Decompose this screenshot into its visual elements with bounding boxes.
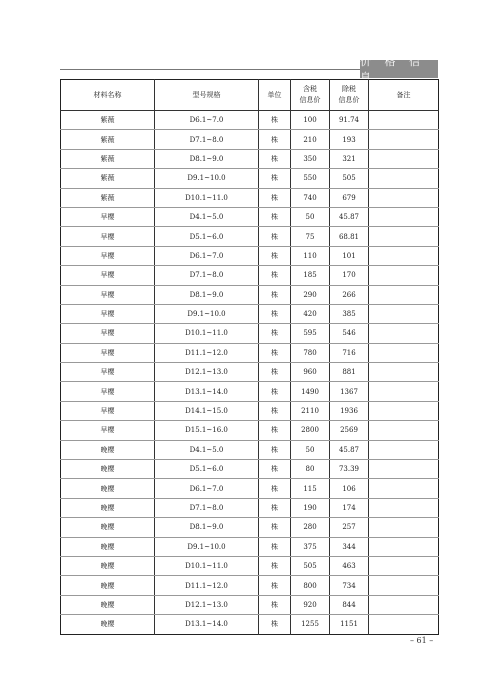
cell-unit: 株: [259, 382, 291, 401]
cell-notax-price: 91.74: [330, 111, 369, 130]
cell-note: [369, 401, 439, 420]
price-table: [60, 79, 439, 635]
cell-spec: D9.1~10.0: [155, 169, 259, 188]
cell-name: 早樱: [61, 421, 155, 440]
cell-note: [369, 518, 439, 537]
cell-note: [369, 595, 439, 614]
cell-notax-price: 1151: [330, 615, 369, 634]
table-row: [61, 227, 439, 246]
cell-tax-price: 595: [291, 324, 330, 343]
cell-name: 紫薇: [61, 149, 155, 168]
cell-unit: 株: [259, 207, 291, 226]
cell-spec: D4.1~5.0: [155, 207, 259, 226]
cell-spec: D12.1~13.0: [155, 595, 259, 614]
cell-name: 晚樱: [61, 479, 155, 498]
cell-unit: 株: [259, 285, 291, 304]
cell-unit: 株: [259, 227, 291, 246]
cell-notax-price: 257: [330, 518, 369, 537]
cell-unit: 株: [259, 518, 291, 537]
table-row: [61, 401, 439, 420]
cell-name: 早樱: [61, 285, 155, 304]
cell-unit: 株: [259, 169, 291, 188]
cell-name: 紫薇: [61, 130, 155, 149]
cell-spec: D7.1~8.0: [155, 498, 259, 517]
cell-unit: 株: [259, 343, 291, 362]
cell-tax-price: 420: [291, 304, 330, 323]
cell-tax-price: 550: [291, 169, 330, 188]
cell-spec: D15.1~16.0: [155, 421, 259, 440]
cell-tax-price: 80: [291, 460, 330, 479]
cell-tax-price: 2110: [291, 401, 330, 420]
cell-name: 早樱: [61, 207, 155, 226]
cell-name: 晚樱: [61, 498, 155, 517]
cell-notax-price: 45.87: [330, 207, 369, 226]
cell-unit: 株: [259, 615, 291, 634]
cell-spec: D5.1~6.0: [155, 227, 259, 246]
cell-tax-price: 505: [291, 556, 330, 575]
table-row: [61, 518, 439, 537]
table-row: [61, 576, 439, 595]
page-number: – 61 –: [410, 636, 434, 645]
cell-note: [369, 382, 439, 401]
cell-name: 晚樱: [61, 556, 155, 575]
cell-notax-price: 546: [330, 324, 369, 343]
cell-tax-price: 190: [291, 498, 330, 517]
cell-name: 早樱: [61, 246, 155, 265]
cell-spec: D7.1~8.0: [155, 266, 259, 285]
table-row: [61, 556, 439, 575]
cell-notax-price: 1936: [330, 401, 369, 420]
table-row: [61, 479, 439, 498]
cell-notax-price: 463: [330, 556, 369, 575]
cell-notax-price: 73.39: [330, 460, 369, 479]
cell-unit: 株: [259, 595, 291, 614]
cell-name: 早樱: [61, 343, 155, 362]
cell-notax-price: 193: [330, 130, 369, 149]
table-row: [61, 382, 439, 401]
cell-notax-price: 106: [330, 479, 369, 498]
cell-note: [369, 343, 439, 362]
cell-tax-price: 210: [291, 130, 330, 149]
cell-unit: 株: [259, 479, 291, 498]
header-rule: [60, 69, 360, 70]
cell-name: 早樱: [61, 266, 155, 285]
cell-notax-price: 101: [330, 246, 369, 265]
cell-unit: 株: [259, 440, 291, 459]
cell-tax-price: 740: [291, 188, 330, 207]
table-row: [61, 266, 439, 285]
table-row: [61, 595, 439, 614]
cell-spec: D6.1~7.0: [155, 479, 259, 498]
cell-tax-price: 1490: [291, 382, 330, 401]
cell-note: [369, 537, 439, 556]
cell-tax-price: 50: [291, 207, 330, 226]
table-row: [61, 246, 439, 265]
cell-unit: 株: [259, 556, 291, 575]
cell-spec: D13.1~14.0: [155, 615, 259, 634]
cell-tax-price: 920: [291, 595, 330, 614]
cell-spec: D10.1~11.0: [155, 188, 259, 207]
cell-unit: 株: [259, 304, 291, 323]
table-row: [61, 207, 439, 226]
cell-tax-price: 1255: [291, 615, 330, 634]
cell-note: [369, 246, 439, 265]
cell-tax-price: 375: [291, 537, 330, 556]
table-row: [61, 188, 439, 207]
cell-spec: D14.1~15.0: [155, 401, 259, 420]
cell-tax-price: 100: [291, 111, 330, 130]
cell-tax-price: 350: [291, 149, 330, 168]
table-row: [61, 149, 439, 168]
cell-notax-price: 266: [330, 285, 369, 304]
column-header-notax-price: 除税 信息价: [330, 80, 369, 111]
cell-unit: 株: [259, 537, 291, 556]
cell-note: [369, 556, 439, 575]
cell-spec: D6.1~7.0: [155, 111, 259, 130]
cell-spec: D13.1~14.0: [155, 382, 259, 401]
cell-notax-price: 505: [330, 169, 369, 188]
cell-note: [369, 304, 439, 323]
section-banner: [360, 55, 438, 84]
table-row: [61, 615, 439, 634]
cell-unit: 株: [259, 576, 291, 595]
cell-note: [369, 460, 439, 479]
cell-name: 早樱: [61, 227, 155, 246]
cell-spec: D7.1~8.0: [155, 130, 259, 149]
cell-name: 紫薇: [61, 169, 155, 188]
cell-name: 早樱: [61, 401, 155, 420]
cell-spec: D9.1~10.0: [155, 537, 259, 556]
cell-name: 早樱: [61, 363, 155, 382]
table-row: [61, 111, 439, 130]
cell-name: 晚樱: [61, 518, 155, 537]
cell-tax-price: 780: [291, 343, 330, 362]
table-row: [61, 440, 439, 459]
cell-name: 早樱: [61, 382, 155, 401]
cell-unit: 株: [259, 498, 291, 517]
cell-note: [369, 188, 439, 207]
cell-notax-price: 2569: [330, 421, 369, 440]
cell-notax-price: 679: [330, 188, 369, 207]
cell-spec: D8.1~9.0: [155, 149, 259, 168]
cell-name: 紫薇: [61, 111, 155, 130]
cell-notax-price: 321: [330, 149, 369, 168]
cell-name: 晚樱: [61, 576, 155, 595]
cell-name: 晚樱: [61, 537, 155, 556]
cell-tax-price: 75: [291, 227, 330, 246]
cell-tax-price: 110: [291, 246, 330, 265]
table-row: [61, 498, 439, 517]
cell-note: [369, 149, 439, 168]
cell-tax-price: 280: [291, 518, 330, 537]
cell-name: 晚樱: [61, 460, 155, 479]
table-row: [61, 324, 439, 343]
cell-spec: D6.1~7.0: [155, 246, 259, 265]
cell-tax-price: 800: [291, 576, 330, 595]
table-row: [61, 537, 439, 556]
cell-notax-price: 68.81: [330, 227, 369, 246]
cell-tax-price: 50: [291, 440, 330, 459]
cell-notax-price: 881: [330, 363, 369, 382]
cell-notax-price: 170: [330, 266, 369, 285]
cell-notax-price: 734: [330, 576, 369, 595]
column-header-name: 材料名称: [61, 80, 155, 111]
cell-unit: 株: [259, 130, 291, 149]
cell-tax-price: 2800: [291, 421, 330, 440]
cell-unit: 株: [259, 246, 291, 265]
cell-unit: 株: [259, 421, 291, 440]
cell-unit: 株: [259, 111, 291, 130]
cell-notax-price: 844: [330, 595, 369, 614]
cell-tax-price: 290: [291, 285, 330, 304]
cell-spec: D4.1~5.0: [155, 440, 259, 459]
cell-name: 早樱: [61, 324, 155, 343]
cell-note: [369, 615, 439, 634]
cell-note: [369, 576, 439, 595]
cell-note: [369, 130, 439, 149]
cell-unit: 株: [259, 188, 291, 207]
cell-notax-price: 716: [330, 343, 369, 362]
column-header-unit: 单位: [259, 80, 291, 111]
cell-tax-price: 185: [291, 266, 330, 285]
section-title: 价 格 信 息: [360, 55, 425, 84]
table-row: [61, 363, 439, 382]
cell-spec: D11.1~12.0: [155, 343, 259, 362]
cell-notax-price: 1367: [330, 382, 369, 401]
cell-note: [369, 207, 439, 226]
column-header-note: 备注: [369, 80, 439, 111]
cell-unit: 株: [259, 324, 291, 343]
column-header-spec: 型号规格: [155, 80, 259, 111]
cell-tax-price: 115: [291, 479, 330, 498]
cell-note: [369, 421, 439, 440]
table-row: [61, 130, 439, 149]
cell-notax-price: 385: [330, 304, 369, 323]
cell-spec: D12.1~13.0: [155, 363, 259, 382]
cell-note: [369, 363, 439, 382]
cell-unit: 株: [259, 363, 291, 382]
cell-name: 晚樱: [61, 615, 155, 634]
cell-spec: D10.1~11.0: [155, 324, 259, 343]
cell-note: [369, 111, 439, 130]
cell-note: [369, 285, 439, 304]
cell-unit: 株: [259, 149, 291, 168]
cell-tax-price: 960: [291, 363, 330, 382]
cell-note: [369, 498, 439, 517]
cell-note: [369, 479, 439, 498]
cell-spec: D5.1~6.0: [155, 460, 259, 479]
cell-unit: 株: [259, 460, 291, 479]
cell-name: 晚樱: [61, 440, 155, 459]
cell-unit: 株: [259, 266, 291, 285]
cell-spec: D11.1~12.0: [155, 576, 259, 595]
table-row: [61, 343, 439, 362]
cell-spec: D9.1~10.0: [155, 304, 259, 323]
cell-notax-price: 344: [330, 537, 369, 556]
cell-unit: 株: [259, 401, 291, 420]
table-row: [61, 460, 439, 479]
column-header-tax-price: 含税 信息价: [291, 80, 330, 111]
table-header-row: [61, 80, 439, 111]
table-row: [61, 169, 439, 188]
cell-note: [369, 440, 439, 459]
cell-note: [369, 227, 439, 246]
table-row: [61, 285, 439, 304]
cell-note: [369, 266, 439, 285]
cell-spec: D8.1~9.0: [155, 518, 259, 537]
cell-note: [369, 324, 439, 343]
cell-name: 早樱: [61, 304, 155, 323]
cell-name: 晚樱: [61, 595, 155, 614]
cell-spec: D8.1~9.0: [155, 285, 259, 304]
cell-notax-price: 174: [330, 498, 369, 517]
cell-spec: D10.1~11.0: [155, 556, 259, 575]
cell-name: 紫薇: [61, 188, 155, 207]
cell-notax-price: 45.87: [330, 440, 369, 459]
table-row: [61, 304, 439, 323]
table-row: [61, 421, 439, 440]
cell-note: [369, 169, 439, 188]
